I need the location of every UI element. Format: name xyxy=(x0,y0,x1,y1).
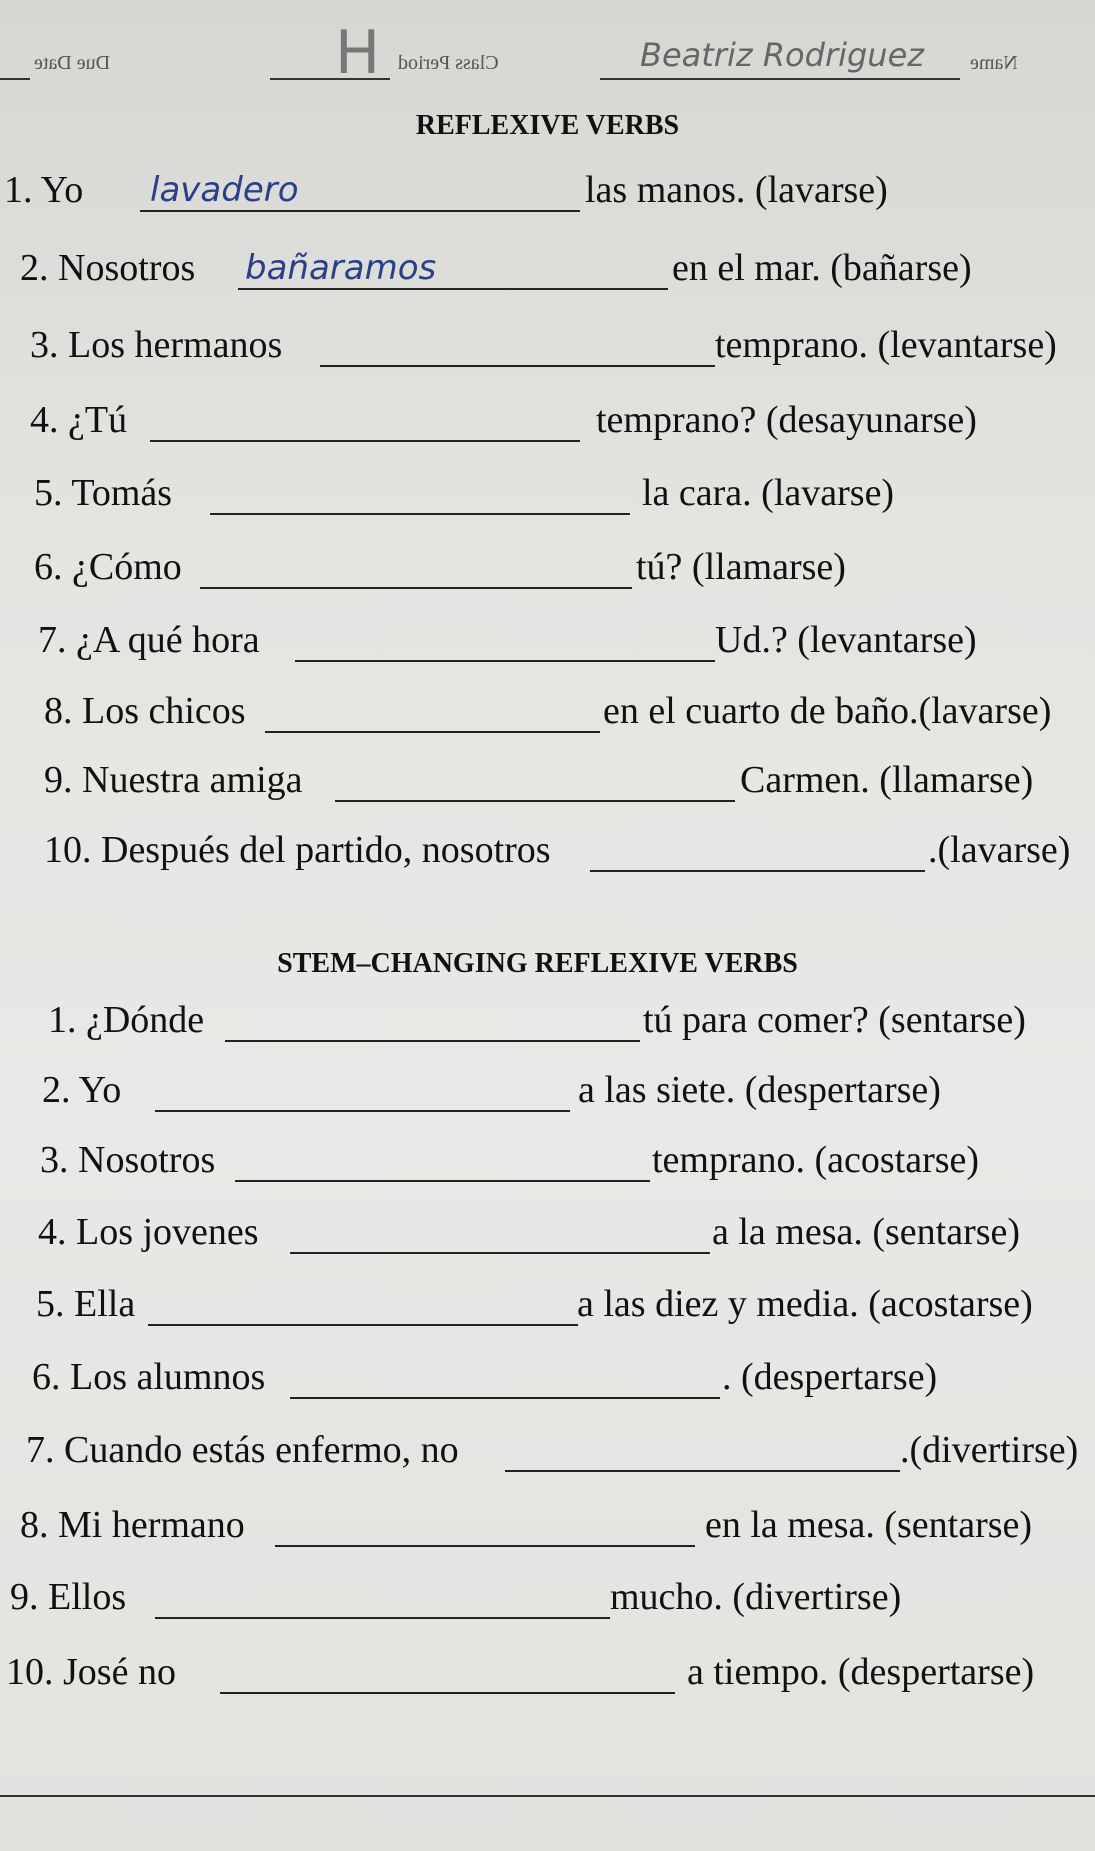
handwritten-answer: lavadero xyxy=(150,170,299,210)
answer-blank[interactable] xyxy=(155,1617,610,1619)
item-verb-hint: a las siete. (despertarse) xyxy=(578,1069,941,1111)
answer-blank[interactable] xyxy=(238,288,668,290)
answer-blank[interactable] xyxy=(148,1324,578,1326)
item-verb-hint: mucho. (divertirse) xyxy=(610,1576,902,1618)
reflexive-item-7 xyxy=(0,618,1095,668)
item-verb-hint: .(divertirse) xyxy=(900,1429,1079,1471)
item-verb-hint: .(lavarse) xyxy=(928,829,1071,871)
class-period-value: H xyxy=(335,18,381,88)
reflexive-item-10 xyxy=(0,828,1095,878)
reflexive-item-3 xyxy=(0,323,1095,373)
class-period-label: Class Period xyxy=(398,52,499,74)
stem-changing-item-7 xyxy=(0,1428,1095,1478)
section2-title: STEM–CHANGING REFLEXIVE VERBS xyxy=(277,948,798,979)
item-prompt: 6. ¿Cómo xyxy=(34,546,182,588)
reflexive-item-6 xyxy=(0,545,1095,595)
item-prompt: 7. ¿A qué hora xyxy=(38,619,260,661)
answer-blank[interactable] xyxy=(590,870,925,872)
item-verb-hint: las manos. (lavarse) xyxy=(585,169,888,211)
item-verb-hint: a las diez y media. (acostarse) xyxy=(577,1283,1033,1325)
item-prompt: 1. Yo xyxy=(4,169,84,211)
item-verb-hint: la cara. (lavarse) xyxy=(642,472,895,514)
item-verb-hint: temprano. (acostarse) xyxy=(652,1139,980,1181)
item-prompt: 3. Nosotros xyxy=(40,1139,216,1181)
item-verb-hint: . (despertarse) xyxy=(722,1356,938,1398)
reflexive-item-4 xyxy=(0,398,1095,448)
stem-changing-item-6 xyxy=(0,1355,1095,1405)
answer-blank[interactable] xyxy=(320,365,715,367)
item-prompt: 3. Los hermanos xyxy=(30,324,283,366)
item-prompt: 1. ¿Dónde xyxy=(48,999,205,1041)
item-prompt: 10. Después del partido, nosotros xyxy=(44,829,551,871)
item-verb-hint: en el mar. (bañarse) xyxy=(672,247,972,289)
item-verb-hint: temprano? (desayunarse) xyxy=(596,399,977,441)
item-prompt: 8. Mi hermano xyxy=(20,1504,245,1546)
item-prompt: 7. Cuando estás enfermo, no xyxy=(26,1429,459,1471)
item-prompt: 9. Nuestra amiga xyxy=(44,759,303,801)
stem-changing-item-5 xyxy=(0,1282,1095,1332)
item-verb-hint: Carmen. (llamarse) xyxy=(740,759,1034,801)
handwritten-answer: bañaramos xyxy=(245,248,437,288)
item-prompt: 6. Los alumnos xyxy=(32,1356,266,1398)
reflexive-item-2 xyxy=(0,246,1095,296)
answer-blank[interactable] xyxy=(140,210,580,212)
name-value: Beatriz Rodriguez xyxy=(640,36,925,74)
stem-changing-item-1 xyxy=(0,998,1095,1048)
name-label: Name xyxy=(970,52,1018,74)
stem-changing-item-9 xyxy=(0,1575,1095,1625)
answer-blank[interactable] xyxy=(335,800,735,802)
item-verb-hint: tú? (llamarse) xyxy=(636,546,846,588)
answer-blank[interactable] xyxy=(290,1397,720,1399)
due-date-label: Due Date xyxy=(34,52,111,74)
item-verb-hint: a tiempo. (despertarse) xyxy=(687,1651,1035,1693)
answer-blank[interactable] xyxy=(225,1040,640,1042)
bottom-rule xyxy=(0,1795,1095,1797)
item-prompt: 4. ¿Tú xyxy=(30,399,128,441)
stem-changing-item-8 xyxy=(0,1503,1095,1553)
answer-blank[interactable] xyxy=(150,440,580,442)
item-prompt: 2. Yo xyxy=(42,1069,122,1111)
item-prompt: 10. José no xyxy=(6,1651,176,1693)
section1-title: REFLEXIVE VERBS xyxy=(415,110,680,141)
reflexive-item-9 xyxy=(0,758,1095,808)
reflexive-item-8 xyxy=(0,689,1095,739)
stem-changing-item-3 xyxy=(0,1138,1095,1188)
answer-blank[interactable] xyxy=(220,1692,675,1694)
item-prompt: 5. Tomás xyxy=(34,472,173,514)
answer-blank[interactable] xyxy=(275,1545,695,1547)
item-verb-hint: tú para comer? (sentarse) xyxy=(643,999,1026,1041)
answer-blank[interactable] xyxy=(235,1180,650,1182)
answer-blank[interactable] xyxy=(155,1110,570,1112)
item-prompt: 9. Ellos xyxy=(10,1576,127,1618)
answer-blank[interactable] xyxy=(210,513,630,515)
reflexive-item-5 xyxy=(0,471,1095,521)
item-prompt: 5. Ella xyxy=(36,1283,136,1325)
answer-blank[interactable] xyxy=(295,660,715,662)
answer-blank[interactable] xyxy=(505,1470,900,1472)
answer-blank[interactable] xyxy=(200,587,632,589)
answer-blank[interactable] xyxy=(265,731,600,733)
answer-blank[interactable] xyxy=(290,1252,710,1254)
item-verb-hint: a la mesa. (sentarse) xyxy=(712,1211,1021,1253)
name-line xyxy=(600,78,960,80)
item-prompt: 2. Nosotros xyxy=(20,247,196,289)
item-verb-hint: Ud.? (levantarse) xyxy=(715,619,977,661)
stem-changing-item-2 xyxy=(0,1068,1095,1118)
item-verb-hint: en el cuarto de baño.(lavarse) xyxy=(603,690,1052,732)
stem-changing-item-10 xyxy=(0,1650,1095,1700)
item-prompt: 8. Los chicos xyxy=(44,690,246,732)
due-date-line xyxy=(0,78,30,80)
stem-changing-item-4 xyxy=(0,1210,1095,1260)
reflexive-item-1 xyxy=(0,168,1095,218)
item-verb-hint: temprano. (levantarse) xyxy=(715,324,1057,366)
item-verb-hint: en la mesa. (sentarse) xyxy=(705,1504,1033,1546)
item-prompt: 4. Los jovenes xyxy=(38,1211,259,1253)
